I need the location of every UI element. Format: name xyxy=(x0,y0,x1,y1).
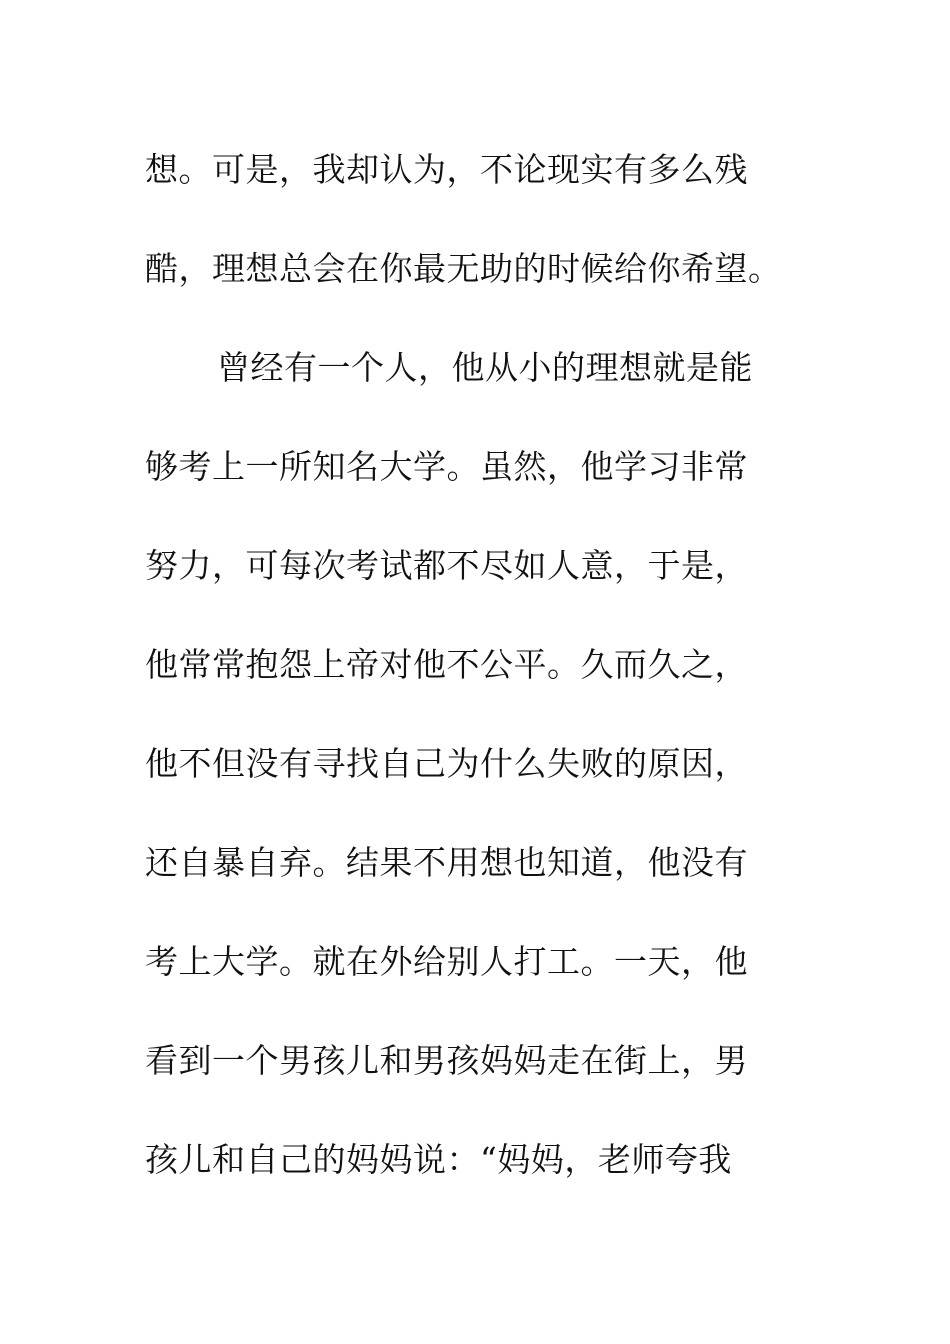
text-line: 酷，理想总会在你最无助的时候给你希望。 xyxy=(145,249,782,288)
text-line: 考上大学。就在外给别人打工。一天，他 xyxy=(145,942,748,981)
text-line: 够考上一所知名大学。虽然，他学习非常 xyxy=(145,447,748,486)
text-line: 他常常抱怨上帝对他不公平。久而久之， xyxy=(145,645,748,684)
paragraph-start-line: 曾经有一个人，他从小的理想就是能 xyxy=(217,348,753,387)
text-line: 想。可是，我却认为，不论现实有多么残 xyxy=(145,150,748,189)
text-line: 努力，可每次考试都不尽如人意，于是， xyxy=(145,546,748,585)
text-line: 还自暴自弃。结果不用想也知道，他没有 xyxy=(145,843,748,882)
text-line: 他不但没有寻找自己为什么失败的原因， xyxy=(145,744,748,783)
body-text xyxy=(145,120,815,1209)
text-line: 孩儿和自己的妈妈说：“妈妈，老师夸我 xyxy=(145,1140,732,1179)
text-line: 看到一个男孩儿和男孩妈妈走在街上，男 xyxy=(145,1041,748,1080)
